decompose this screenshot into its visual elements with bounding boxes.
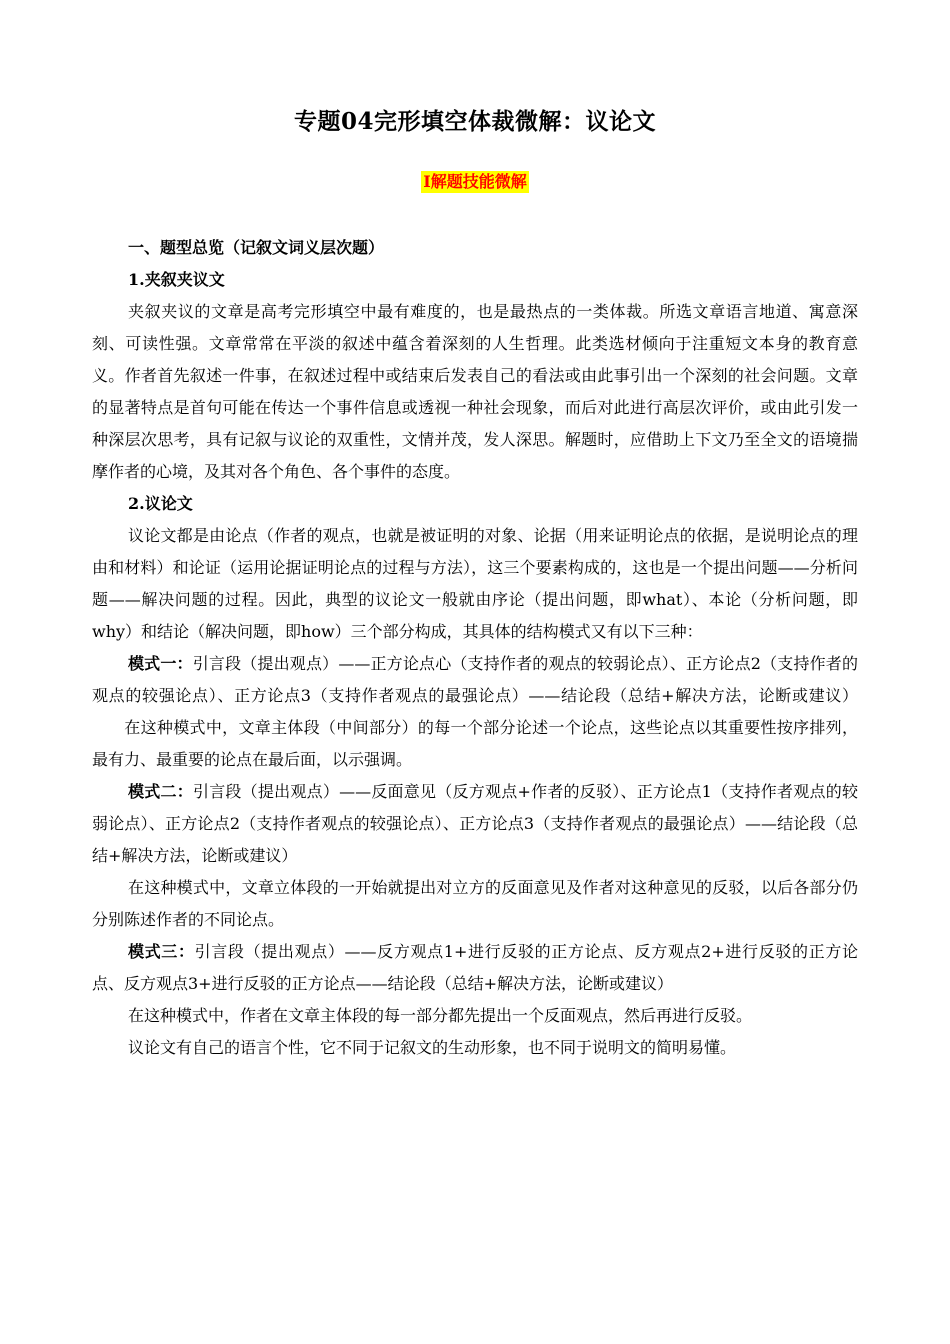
mode-three-label: 模式三： (128, 942, 195, 961)
mode-two-label: 模式二： (128, 782, 193, 801)
section-heading-overview: 一、题型总览（记叙文词义层次题） (128, 238, 385, 257)
document-page (92, 100, 858, 1064)
subheading-narrative-argument: 1.夹叙夹议文 (128, 270, 225, 289)
paragraph-mode-three-explanation: 在这种模式中，作者在文章主体段的每一部分都先提出一个反面观点，然后再进行反驳。 (128, 1006, 753, 1025)
document-title: 专题04完形填空体裁微解：议论文 (293, 108, 656, 135)
paragraph-mode-three (92, 936, 858, 1000)
subheading-argumentative: 2.议论文 (128, 494, 193, 513)
mode-two-text: 引言段（提出观点）——反面意见（反方观点+作者的反驳）、正方论点1（支持作者观点的较弱论点）、正方论点2（支持作者观点的较强论点）、正方论点3（支持作者观点的最强论点）——结论段（总结+解决方法，论断或建议） (92, 782, 858, 865)
paragraph-mode-two-explanation: 在这种模式中，文章立体段的一开始就提出对立方的反面意见及作者对这种意见的反驳，以后各部分仍分别陈述作者的不同论点。 (92, 878, 858, 929)
paragraph-language-style: 议论文有自己的语言个性，它不同于记叙文的生动形象，也不同于说明文的简明易懂。 (128, 1038, 737, 1057)
mode-one-label: 模式一： (128, 654, 193, 673)
paragraph-mode-one (92, 648, 858, 776)
subtitle-row (92, 168, 858, 196)
paragraph-narrative-argument: 夹叙夹议的文章是高考完形填空中最有难度的，也是最热点的一类体裁。所选文章语言地道、寓意深刻、可读性强。文章常常在平淡的叙述中蕴含着深刻的人生哲理。此类选材倾向于注重短文本身的教育意义。作者首先叙述一件事，在叙述过程中或结束后发表自己的看法或由此事引出一个深刻的社会问题。文章的显著特点是首句可能在传达一个事件信息或透视一种社会现象，而后对此进行高层次评价，或由此引发一种深层次思考，具有记叙与议论的双重性，文情并茂，发人深思。解题时，应借助上下文乃至全文的语境揣摩作者的心境，及其对各个角色、各个事件的态度。 (92, 302, 858, 481)
mode-one-explanation: 在这种模式中，文章主体段（中间部分）的每一个部分论述一个论点，这些论点以其重要性按序排列，最有力、最重要的论点在最后面，以示强调。 (92, 718, 858, 769)
mode-one-text: 引言段（提出观点）——正方论点心（支持作者的观点的较弱论点）、正方论点2（支持作者的观点的较强论点）、正方论点3（支持作者观点的最强论点）——结论段（总结+解决方法，论断或建议） (92, 654, 858, 705)
paragraph-argumentative-intro: 议论文都是由论点（作者的观点，也就是被证明的对象、论据（用来证明论点的依据，是说明论点的理由和材料）和论证（运用论据证明论点的过程与方法），这三个要素构成的，这也是一个提出问题——分析问题——解决问题的过程。因此，典型的议论文一般就由序论（提出问题，即what）、本论（分析问题，即why）和结论（解决问题，即how）三个部分构成，其具体的结构模式又有以下三种： (92, 526, 858, 641)
section-subtitle-highlight: I解题技能微解 (423, 172, 527, 191)
paragraph-mode-two (92, 776, 858, 872)
mode-three-text: 引言段（提出观点）——反方观点1+进行反驳的正方论点、反方观点2+进行反驳的正方论点、反方观点3+进行反驳的正方论点——结论段（总结+解决方法，论断或建议） (92, 942, 858, 993)
